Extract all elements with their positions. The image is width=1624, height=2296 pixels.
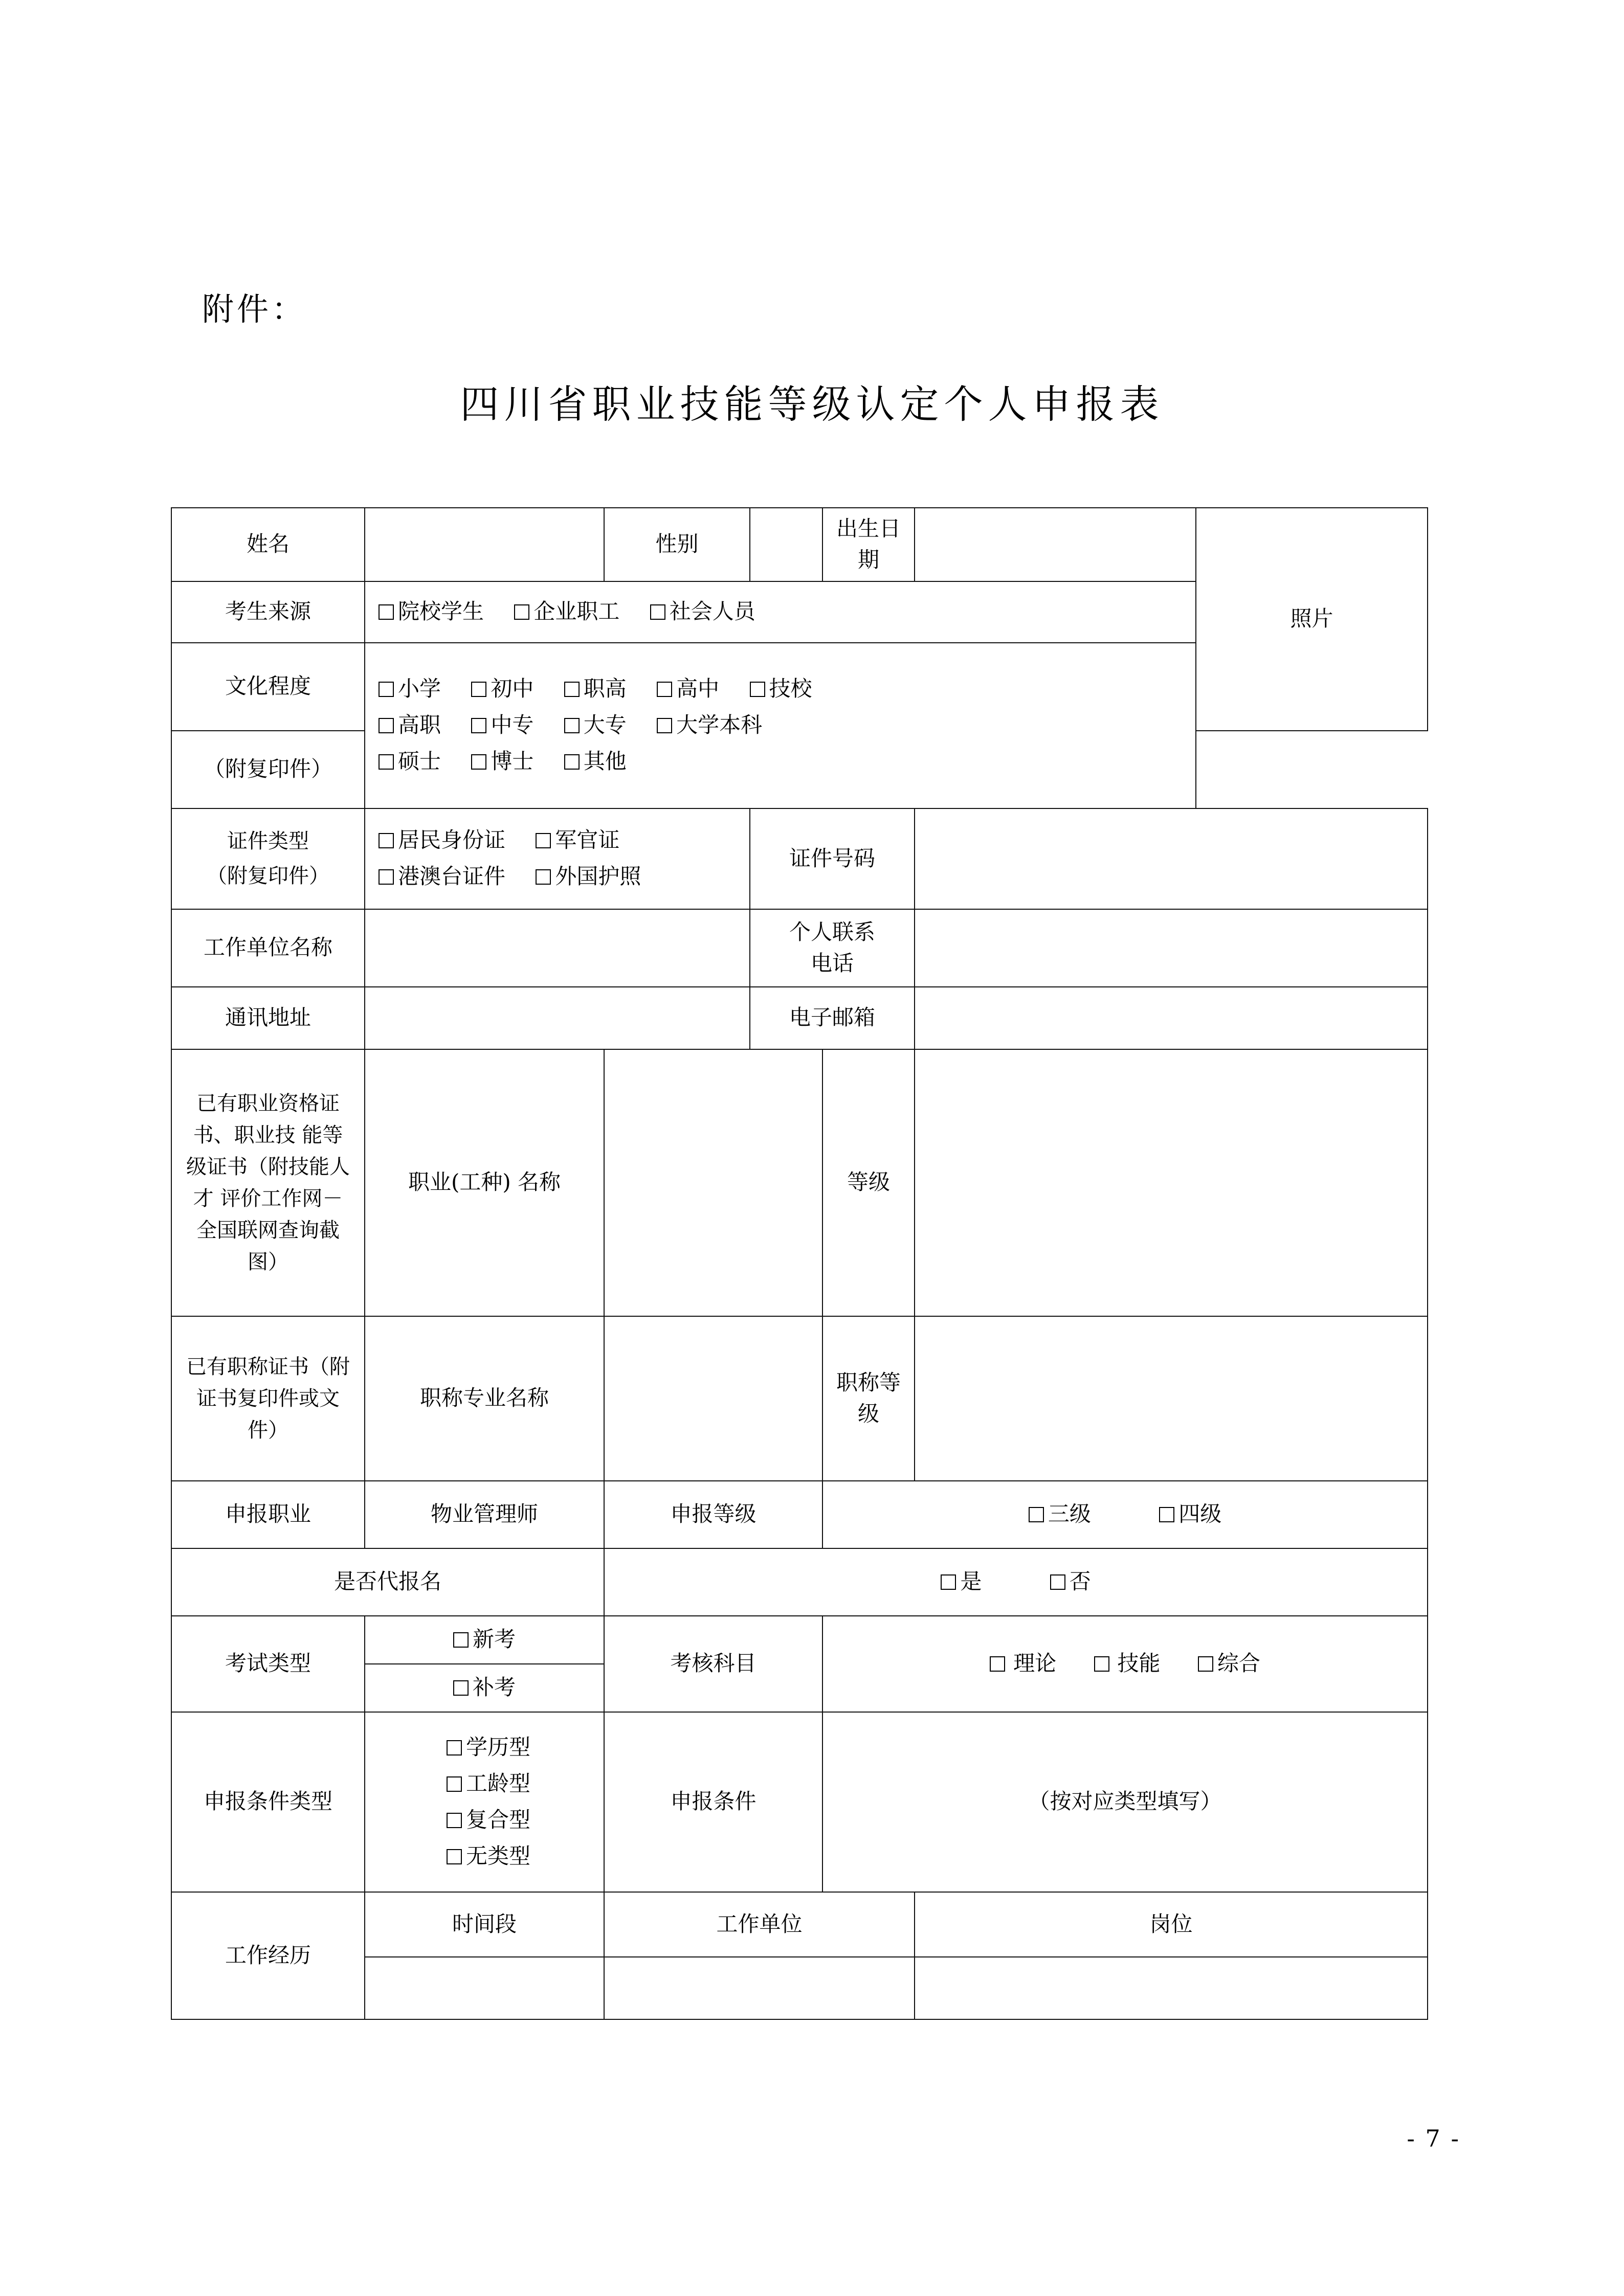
application-condition-placeholder[interactable]: （按对应类型填写） (822, 1712, 1428, 1892)
checkbox-icon[interactable] (379, 869, 394, 885)
option-label: 社会人员 (669, 599, 755, 624)
work-experience-position-value[interactable] (915, 1957, 1428, 2019)
checkbox-icon[interactable] (750, 682, 765, 697)
application-form-table (171, 507, 1428, 2020)
option-label: 军官证 (555, 827, 620, 853)
option-label: 复合型 (465, 1807, 530, 1832)
apply-level-label: 申报等级 (604, 1481, 822, 1548)
option-label: 技能 (1117, 1651, 1161, 1676)
birth-date-value[interactable] (915, 508, 1196, 581)
checkbox-option-level-3[interactable] (1029, 1499, 1091, 1530)
personal-phone-value[interactable] (915, 909, 1428, 987)
checkbox-option-social-personnel[interactable] (650, 596, 755, 627)
candidate-source-options (365, 581, 1196, 643)
checkbox-icon[interactable] (990, 1656, 1005, 1672)
table-row-work-experience-header (171, 1892, 1428, 1957)
checkbox-icon[interactable] (379, 718, 394, 733)
application-condition-type-options (365, 1712, 604, 1892)
condition-option-row (379, 1732, 598, 1763)
checkbox-icon[interactable] (453, 1680, 469, 1696)
apply-occupation-value[interactable]: 物业管理师 (365, 1481, 604, 1548)
education-options-line-3 (379, 746, 1190, 777)
checkbox-option-foreign-passport[interactable] (536, 861, 641, 892)
id-type-options-line-2 (379, 861, 744, 892)
checkbox-icon[interactable] (447, 1740, 462, 1755)
checkbox-option-new-exam[interactable] (365, 1616, 604, 1664)
id-number-label: 证件号码 (750, 808, 915, 909)
checkbox-option-theory[interactable] (990, 1648, 1056, 1679)
checkbox-option-primary-school[interactable] (379, 673, 441, 705)
work-experience-header-position: 岗位 (915, 1892, 1428, 1957)
checkbox-icon[interactable] (536, 833, 551, 848)
proxy-registration-options (604, 1548, 1428, 1616)
id-type-attachment-note: （附复印件） (207, 864, 329, 888)
education-options-line-1 (379, 673, 1190, 705)
checkbox-option-proxy-no[interactable] (1050, 1566, 1091, 1597)
checkbox-icon[interactable] (657, 682, 672, 697)
option-label: 初中 (491, 676, 534, 702)
personal-phone-label (750, 909, 915, 987)
option-label: 港澳台证件 (398, 864, 506, 889)
work-experience-header-unit: 工作单位 (604, 1892, 915, 1957)
option-label: 补考 (472, 1675, 516, 1700)
checkbox-option-senior-high[interactable] (657, 673, 719, 705)
checkbox-option-junior-college[interactable] (564, 710, 627, 741)
checkbox-icon[interactable] (471, 754, 486, 770)
table-row-application-conditions (171, 1712, 1428, 1892)
condition-option-row (379, 1841, 598, 1872)
table-row-basic-info (171, 508, 1428, 581)
condition-option-row (379, 1805, 598, 1836)
option-label: 外国护照 (555, 864, 641, 889)
work-experience-label: 工作经历 (171, 1892, 365, 2019)
checkbox-icon[interactable] (447, 1776, 462, 1792)
birth-date-label: 出生日期 (822, 508, 915, 581)
checkbox-option-junior-high[interactable] (471, 673, 533, 705)
page-number: - 7 - (1407, 2125, 1460, 2152)
option-label: 大学本科 (676, 712, 763, 738)
checkbox-icon[interactable] (379, 604, 394, 620)
option-label: 学历型 (465, 1735, 530, 1760)
name-label: 姓名 (171, 508, 365, 581)
work-experience-header-period: 时间段 (365, 1892, 604, 1957)
checkbox-icon[interactable] (379, 833, 394, 848)
option-label: 大专 (583, 712, 627, 738)
personal-phone-label-line2: 电话 (811, 950, 854, 976)
checkbox-option-higher-vocational[interactable] (379, 710, 441, 741)
page-title: 四川省职业技能等级认定个人申报表 (460, 381, 1164, 427)
option-label: 高中 (676, 676, 720, 702)
id-type-options (365, 808, 750, 909)
checkbox-option-composite-type[interactable] (447, 1805, 530, 1836)
option-label: 新考 (472, 1627, 516, 1652)
option-label: 综合 (1217, 1651, 1260, 1676)
existing-vocational-label-text: 已有职业资格证书、职业技 能等级证书（附技能人才 评价工作网－全国联网查询截图） (186, 1091, 350, 1274)
checkbox-option-vocational-high[interactable] (564, 673, 627, 705)
id-type-label (171, 808, 365, 909)
checkbox-icon[interactable] (564, 754, 580, 770)
option-label: 中专 (491, 712, 534, 738)
existing-title-major-label: 职称专业名称 (365, 1316, 604, 1481)
checkbox-option-no-type[interactable] (447, 1841, 530, 1872)
education-options-line-2 (379, 710, 1190, 741)
condition-option-row (379, 1768, 598, 1799)
checkbox-option-technical-school[interactable] (750, 673, 812, 705)
work-unit-value[interactable] (365, 909, 750, 987)
checkbox-option-master[interactable] (379, 746, 441, 777)
work-experience-unit-value[interactable] (604, 1957, 915, 2019)
checkbox-option-level-4[interactable] (1159, 1499, 1221, 1530)
table-row-id-type (171, 808, 1428, 909)
table-row-contact (171, 987, 1428, 1049)
name-value[interactable] (365, 508, 604, 581)
checkbox-option-secondary-specialized[interactable] (471, 710, 533, 741)
checkbox-option-doctor[interactable] (471, 746, 533, 777)
option-label: 职高 (583, 676, 627, 702)
checkbox-option-proxy-yes[interactable] (941, 1566, 982, 1597)
option-label: 居民身份证 (398, 827, 506, 853)
option-label: 理论 (1013, 1651, 1057, 1676)
education-level-label-text: 文化程度 (225, 673, 311, 699)
checkbox-icon[interactable] (564, 682, 580, 697)
checkbox-icon[interactable] (379, 682, 394, 697)
checkbox-icon[interactable] (1050, 1574, 1065, 1590)
option-label: 院校学生 (398, 599, 484, 624)
existing-vocational-level-value[interactable] (915, 1049, 1428, 1316)
option-label: 小学 (398, 676, 441, 702)
checkbox-icon[interactable] (1159, 1507, 1174, 1522)
option-label: 三级 (1048, 1501, 1091, 1527)
exam-subject-label: 考核科目 (604, 1616, 822, 1712)
apply-occupation-label: 申报职业 (171, 1481, 365, 1548)
work-unit-label: 工作单位名称 (171, 909, 365, 987)
existing-title-major-value[interactable] (604, 1316, 822, 1481)
checkbox-option-comprehensive[interactable] (1198, 1648, 1260, 1679)
application-condition-type-label: 申报条件类型 (171, 1712, 365, 1892)
option-label: 硕士 (398, 749, 441, 774)
table-row-work-unit (171, 909, 1428, 987)
existing-title-label (171, 1316, 365, 1481)
existing-vocational-level-label: 等级 (822, 1049, 915, 1316)
mailing-address-label: 通讯地址 (171, 987, 365, 1049)
existing-vocational-occupation-label: 职业(工种) 名称 (365, 1049, 604, 1316)
gender-value[interactable] (750, 508, 822, 581)
checkbox-option-bachelor[interactable] (657, 710, 762, 741)
attachment-label: 附件： (202, 290, 307, 328)
personal-phone-label-line1: 个人联系 (789, 919, 876, 944)
checkbox-icon[interactable] (657, 718, 672, 733)
checkbox-icon[interactable] (1198, 1656, 1213, 1672)
photo-placeholder[interactable]: 照片 (1196, 508, 1428, 731)
checkbox-option-school-student[interactable] (379, 596, 484, 627)
option-label: 博士 (491, 749, 534, 774)
checkbox-icon[interactable] (536, 869, 551, 885)
checkbox-icon[interactable] (453, 1632, 469, 1648)
id-type-options-line-1 (379, 825, 744, 856)
candidate-source-label: 考生来源 (171, 581, 365, 643)
checkbox-option-enterprise-employee[interactable] (514, 596, 619, 627)
checkbox-option-officer-certificate[interactable] (536, 825, 619, 856)
education-attachment-note: （附复印件） (171, 731, 365, 808)
option-label: 技校 (769, 676, 812, 702)
checkbox-option-makeup-exam[interactable] (365, 1664, 604, 1712)
option-label: 无类型 (465, 1843, 530, 1869)
checkbox-icon[interactable] (379, 754, 394, 770)
option-label: 企业职工 (533, 599, 620, 624)
checkbox-option-skill[interactable] (1094, 1648, 1161, 1679)
exam-subject-options (822, 1616, 1428, 1712)
checkbox-option-seniority-type[interactable] (447, 1768, 530, 1799)
checkbox-icon[interactable] (471, 682, 486, 697)
table-row-existing-title-certificate (171, 1316, 1428, 1481)
table-row-apply-occupation (171, 1481, 1428, 1548)
work-experience-period-value[interactable] (365, 1957, 604, 2019)
checkbox-option-other-education[interactable] (564, 746, 627, 777)
table-row-exam-type-new (171, 1616, 1428, 1664)
checkbox-icon[interactable] (1029, 1507, 1044, 1522)
checkbox-option-education-type[interactable] (447, 1732, 530, 1763)
apply-level-options (822, 1481, 1428, 1548)
checkbox-icon[interactable] (1094, 1656, 1109, 1672)
existing-vocational-occupation-value[interactable] (604, 1049, 822, 1316)
option-label: 工龄型 (465, 1770, 530, 1796)
education-level-options (365, 643, 1196, 808)
id-type-label-text: 证件类型 (227, 829, 309, 853)
mailing-address-value[interactable] (365, 987, 750, 1049)
option-label: 四级 (1178, 1501, 1222, 1527)
exam-type-label: 考试类型 (171, 1616, 365, 1712)
application-condition-label: 申报条件 (604, 1712, 822, 1892)
proxy-registration-label: 是否代报名 (171, 1548, 604, 1616)
checkbox-icon[interactable] (471, 718, 486, 733)
checkbox-icon[interactable] (447, 1813, 462, 1828)
existing-title-level-value[interactable] (915, 1316, 1428, 1481)
education-level-label (171, 643, 365, 731)
existing-vocational-label (171, 1049, 365, 1316)
option-label: 否 (1069, 1569, 1091, 1594)
checkbox-option-hk-mo-tw-certificate[interactable] (379, 861, 505, 892)
checkbox-icon[interactable] (514, 604, 529, 620)
gender-label: 性别 (604, 508, 750, 581)
email-label: 电子邮箱 (750, 987, 915, 1049)
id-number-value[interactable] (915, 808, 1428, 909)
checkbox-option-resident-id-card[interactable] (379, 825, 505, 856)
option-label: 高职 (398, 712, 441, 738)
option-label: 是 (960, 1569, 982, 1594)
email-value[interactable] (915, 987, 1428, 1049)
checkbox-icon[interactable] (564, 718, 580, 733)
checkbox-icon[interactable] (447, 1849, 462, 1864)
checkbox-icon[interactable] (650, 604, 665, 620)
table-row-existing-vocational-certificate (171, 1049, 1428, 1316)
existing-title-level-label: 职称等级 (822, 1316, 915, 1481)
existing-title-label-text: 已有职称证书（附证书复印件或文件） (186, 1355, 350, 1442)
option-label: 其他 (583, 749, 627, 774)
table-row-proxy-registration (171, 1548, 1428, 1616)
checkbox-icon[interactable] (941, 1574, 956, 1590)
